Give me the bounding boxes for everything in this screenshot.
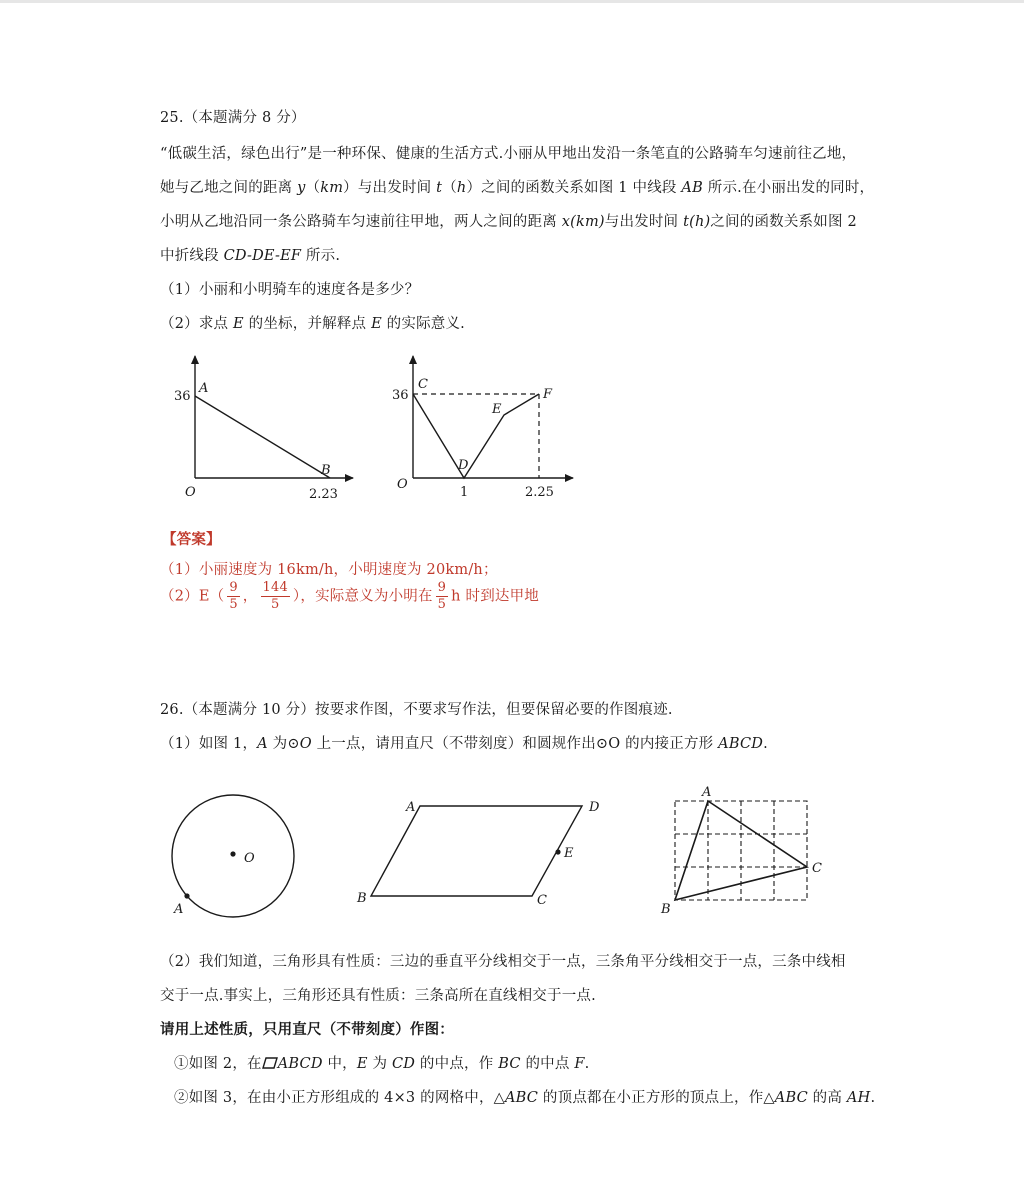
point-e — [555, 849, 560, 854]
graph1-label-a: A — [199, 381, 209, 396]
fig2-label-c: C — [537, 893, 547, 908]
fig3-label-a: A — [702, 785, 712, 800]
graph2-label-o: O — [397, 477, 408, 492]
fig2-label-e: E — [564, 846, 574, 861]
fig1-label-o: O — [244, 851, 255, 866]
graph1-segment-ab — [195, 396, 330, 478]
q25-para-line-4: 中折线段 CD-DE-EF 所示. — [160, 248, 341, 264]
answer-title: 【答案】 — [162, 531, 221, 548]
q26-sub-question-1: （1）如图 1，A 为⊙O 上一点，请用直尺（不带刻度）和圆规作出⊙O 的内接正方形 ABCD. — [160, 736, 768, 752]
q26-item-2: ②如图 3，在由小正方形组成的 4×3 的网格中，△ABC 的顶点都在小正方形的顶点上，作△ABC 的高 AH. — [174, 1090, 876, 1106]
graph1-label-b: B — [321, 463, 331, 478]
q25-graph-2 — [385, 348, 585, 508]
parallelogram-icon — [262, 1057, 278, 1069]
q26-figure-3-grid-triangle — [655, 782, 835, 922]
fig2-label-a: A — [406, 800, 416, 815]
q25-graph-1 — [165, 348, 365, 508]
q26-sub-question-2-line-1: （2）我们知道，三角形具有性质：三边的垂直平分线相交于一点，三条角平分线相交于一点，三条中线相 — [160, 954, 846, 970]
fig2-label-d: D — [589, 800, 600, 815]
fig3-label-c: C — [812, 861, 822, 876]
q25-para-line-1: “低碳生活，绿色出行”是一种环保、健康的生活方式.小丽从甲地出发沿一条笔直的公路骑车匀速前往乙地， — [160, 146, 857, 162]
graph2-label-f: F — [543, 387, 553, 402]
graph2-y-tick: 36 — [392, 388, 409, 403]
graph1-x-tick: 2.23 — [309, 487, 338, 502]
answer-line-2: （2）E（ $\frac{9}{5}$ ， $\frac{144}{5}$ ），实际意义为小明在 $\frac{9}{5}$ h 时到达甲地 — [160, 580, 540, 612]
q26-figure-1-circle — [168, 790, 318, 940]
graph2-label-e: E — [492, 402, 502, 417]
q26-instruction-bold: 请用上述性质，只用直尺（不带刻度）作图： — [160, 1021, 454, 1038]
graph2-x-tick-2: 2.25 — [525, 485, 554, 500]
center-point-o — [230, 851, 235, 856]
q26-figure-2-parallelogram — [352, 795, 612, 915]
fig1-label-a: A — [174, 902, 184, 917]
graph2-label-d: D — [458, 458, 469, 473]
fig3-label-b: B — [661, 902, 671, 917]
q25-header: 25.（本题满分 8 分） — [160, 110, 306, 126]
q26-sub-question-2-line-2: 交于一点.事实上，三角形还具有性质：三条高所在直线相交于一点. — [160, 988, 596, 1004]
fraction-144-5: $\frac{144}{5}$ — [262, 580, 288, 612]
answer-line-1: （1）小丽速度为 16km/h，小明速度为 20km/h； — [160, 562, 498, 578]
q25-sub-question-1: （1）小丽和小明骑车的速度各是多少？ — [160, 282, 420, 298]
q25-sub-question-2: （2）求点 E 的坐标，并解释点 E 的实际意义. — [160, 316, 465, 332]
grid-4x3 — [675, 801, 807, 900]
fraction-9-5-b: $\frac{9}{5}$ — [437, 580, 447, 612]
fig2-label-b: B — [357, 891, 367, 906]
q25-para-line-2: 她与乙地之间的距离 y（km）与出发时间 t（h）之间的函数关系如图 1 中线段 AB 所示.在小丽出发的同时， — [160, 180, 875, 196]
graph1-y-tick: 36 — [174, 389, 191, 404]
graph2-x-tick-1: 1 — [460, 485, 469, 500]
top-border — [0, 0, 1024, 3]
q25-para-line-3: 小明从乙地沿同一条公路骑车匀速前往甲地，两人之间的距离 x(km)与出发时间 t(h)之间的函数关系如图 2 — [160, 214, 857, 230]
q26-header: 26.（本题满分 10 分）按要求作图，不要求写作法，但要保留必要的作图痕迹. — [160, 702, 673, 718]
graph2-polyline-cdef — [413, 394, 539, 478]
point-a — [184, 893, 189, 898]
parallelogram-abcd — [371, 806, 582, 896]
q26-item-1: ①如图 2，在 ABCD 中，E 为 CD 的中点，作 BC 的中点 F. — [174, 1056, 590, 1072]
fraction-9-5-a: $\frac{9}{5}$ — [229, 580, 238, 612]
graph1-label-o: O — [185, 485, 196, 500]
graph2-label-c: C — [418, 377, 428, 392]
